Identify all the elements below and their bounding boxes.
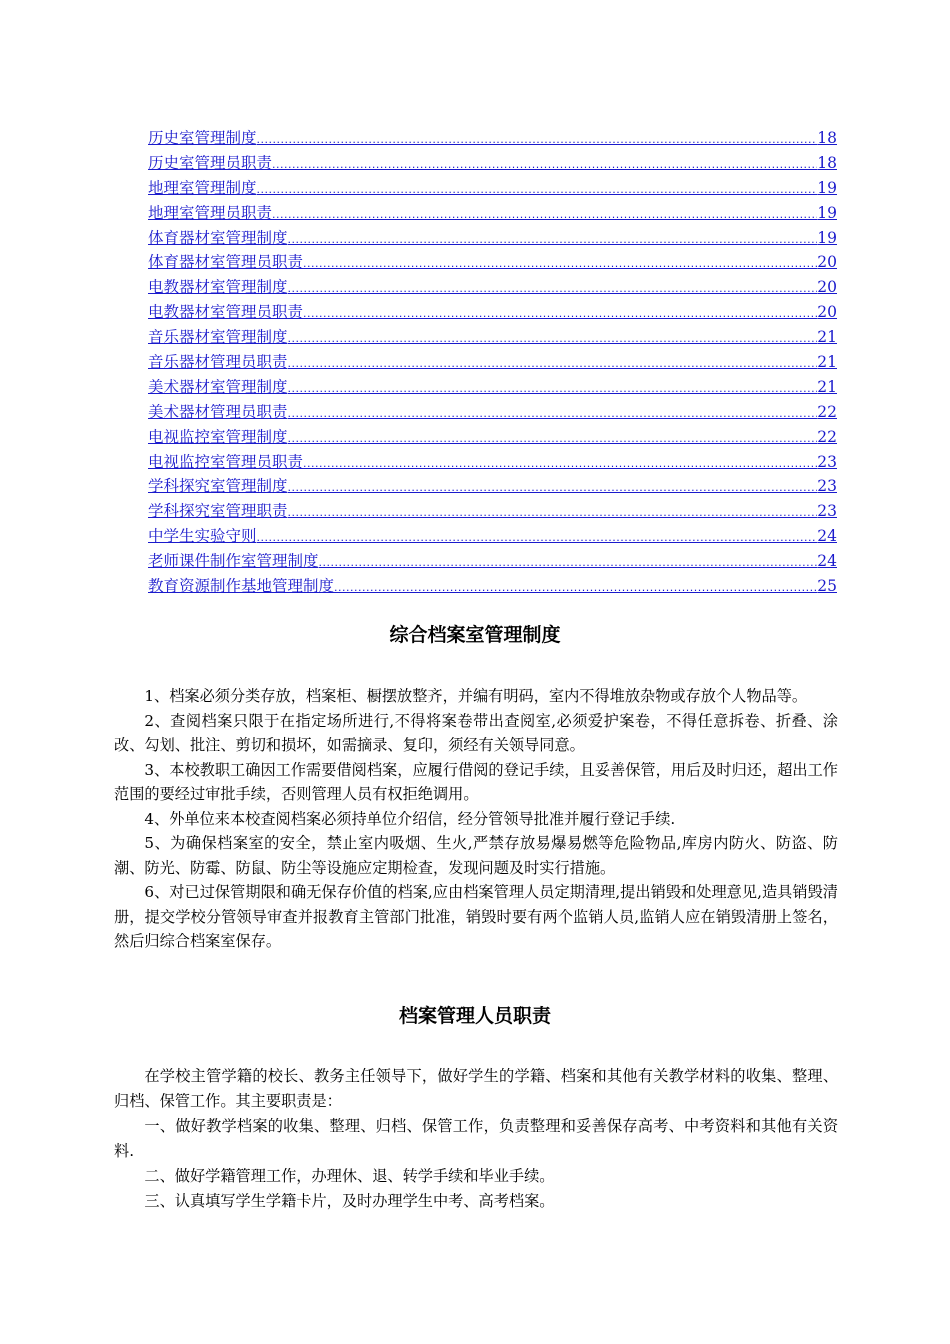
toc-leader: [303, 452, 817, 477]
toc-entry-page: 22: [817, 427, 837, 446]
paragraph: 6、对已过保管期限和确无保存价值的档案,应由档案管理人员定期清理,提出销毁和处理意见,造具销毁清册，提交学校分管领导审查并报教育主管部门批准，销毁时要有两个监销人员,监销人应在销毁清册上签名，然后归综合档案室保存。: [114, 883, 838, 950]
toc-leader: [288, 377, 818, 402]
toc-entry-page: 21: [817, 328, 837, 347]
toc-entry-title: 电视监控室管理制度: [148, 427, 288, 446]
toc-entry-page: 22: [817, 402, 837, 421]
paragraph: 三、认真填写学生学籍卡片，及时办理学生中考、高考档案。: [144, 1192, 555, 1210]
toc-entry-page: 19: [817, 178, 837, 197]
paragraph: 5、为确保档案室的安全，禁止室内吸烟、生火,严禁存放易爆易燃等危险物品,库房内防火、防盗、防潮、防光、防霉、防鼠、防尘等设施应定期检查，发现问题及时实行措施。: [114, 834, 838, 877]
toc-entry-title: 历史室管理制度: [148, 129, 257, 147]
toc-entry[interactable]: [148, 574, 837, 599]
paragraph: 在学校主管学籍的校长、教务主任领导下，做好学生的学籍、档案和其他有关教学材料的收集、整理、归档、保管工作。其主要职责是：: [114, 1067, 838, 1110]
toc-entry-page: 19: [817, 228, 837, 247]
toc-leader: [288, 501, 818, 526]
toc-entry[interactable]: [148, 275, 837, 300]
toc-entry-page: 21: [817, 377, 837, 396]
toc-leader: [303, 302, 817, 327]
toc-entry-title: 电教器材室管理制度: [148, 278, 288, 297]
toc-leader: [303, 252, 817, 277]
toc-entry[interactable]: [148, 151, 837, 176]
toc-entry-title: 美术器材管理员职责: [148, 402, 288, 421]
toc-leader: [288, 427, 818, 452]
toc-entry-title: 音乐器材管理员职责: [148, 353, 288, 372]
toc-entry[interactable]: [148, 226, 837, 251]
toc-entry-page: 23: [817, 502, 837, 521]
toc-entry-page: 24: [817, 527, 837, 546]
toc-entry[interactable]: [148, 450, 837, 475]
toc-entry-page: 21: [817, 353, 837, 372]
toc-entry-title: 学科探究室管理制度: [148, 477, 288, 496]
toc-entry-page: 18: [817, 129, 837, 147]
toc-entry[interactable]: [148, 499, 837, 524]
toc-entry-title: 学科探究室管理职责: [148, 502, 288, 521]
toc-leader: [257, 128, 818, 153]
toc-entry-title: 美术器材室管理制度: [148, 377, 288, 396]
toc-entry-title: 音乐器材室管理制度: [148, 328, 288, 347]
toc-entry-page: 23: [817, 477, 837, 496]
toc-entry[interactable]: [148, 375, 837, 400]
toc-entry[interactable]: [148, 126, 837, 151]
toc-entry-title: 电教器材室管理员职责: [148, 303, 304, 322]
toc-entry-page: 23: [817, 452, 837, 471]
toc-entry[interactable]: [148, 300, 837, 325]
toc-entry-title: 地理室管理制度: [148, 178, 257, 197]
toc-entry-title: 教育资源制作基地管理制度: [148, 577, 335, 596]
table-of-contents: [148, 126, 837, 599]
section-heading-archivist-duties: 档案管理人员职责: [398, 1005, 551, 1027]
toc-leader: [288, 352, 818, 377]
toc-leader: [257, 178, 818, 203]
toc-entry[interactable]: [148, 250, 837, 275]
paragraph: 一、做好教学档案的收集、整理、归档、保管工作，负责整理和妥善保存高考、中考资料和其他有关资料.: [114, 1117, 838, 1160]
toc-leader: [288, 277, 818, 302]
toc-entry-page: 20: [817, 253, 837, 272]
section-heading-archive-rules: 综合档案室管理制度: [389, 624, 561, 646]
paragraph: 1、档案必须分类存放，档案柜、橱摆放整齐，并编有明码，室内不得堆放杂物或存放个人物品等。: [144, 687, 808, 705]
toc-entry-title: 体育器材室管理员职责: [148, 253, 304, 272]
toc-entry-title: 老师课件制作室管理制度: [148, 552, 319, 571]
toc-entry[interactable]: [148, 524, 837, 549]
toc-entry-title: 历史室管理员职责: [148, 153, 273, 172]
toc-entry-page: 24: [817, 552, 837, 571]
toc-entry-title: 体育器材室管理制度: [148, 228, 288, 247]
paragraph: 4、外单位来本校查阅档案必须持单位介绍信，经分管领导批准并履行登记手续.: [144, 809, 676, 828]
toc-entry-page: 20: [817, 303, 837, 322]
toc-entry-page: 25: [817, 577, 837, 596]
toc-entry-title: 电视监控室管理员职责: [148, 452, 304, 471]
toc-entry-page: 19: [817, 203, 837, 222]
toc-leader: [272, 203, 817, 228]
toc-leader: [288, 228, 818, 253]
toc-entry[interactable]: [148, 176, 837, 201]
toc-entry[interactable]: [148, 201, 837, 226]
toc-leader: [288, 327, 818, 352]
archive-rules-body: [114, 684, 838, 954]
toc-leader: [288, 402, 818, 427]
toc-entry-page: 20: [817, 278, 837, 297]
toc-leader: [272, 153, 817, 178]
toc-leader: [288, 476, 818, 501]
paragraph: 二、做好学籍管理工作，办理休、退、转学手续和毕业手续。: [144, 1167, 555, 1185]
toc-leader: [319, 551, 818, 576]
toc-entry[interactable]: [148, 425, 837, 450]
toc-entry[interactable]: [148, 400, 837, 425]
toc-entry[interactable]: [148, 549, 837, 574]
toc-leader: [257, 526, 818, 551]
toc-entry[interactable]: [148, 474, 837, 499]
toc-entry-title: 中学生实验守则: [148, 527, 257, 546]
archivist-duties-body: [114, 1064, 838, 1214]
toc-leader: [334, 576, 817, 601]
toc-entry-title: 地理室管理员职责: [148, 203, 273, 222]
paragraph: 2、查阅档案只限于在指定场所进行,不得将案卷带出查阅室,必须爱护案卷，不得任意拆卷、折叠、涂改、勾划、批注、剪切和损坏，如需摘录、复印，须经有关领导同意。: [114, 711, 838, 754]
toc-entry[interactable]: [148, 325, 837, 350]
toc-entry[interactable]: [148, 350, 837, 375]
toc-entry-page: 18: [817, 153, 837, 172]
paragraph: 3、本校教职工确因工作需要借阅档案，应履行借阅的登记手续，且妥善保管，用后及时归还，超出工作范围的要经过审批手续，否则管理人员有权拒绝调用。: [114, 760, 838, 803]
